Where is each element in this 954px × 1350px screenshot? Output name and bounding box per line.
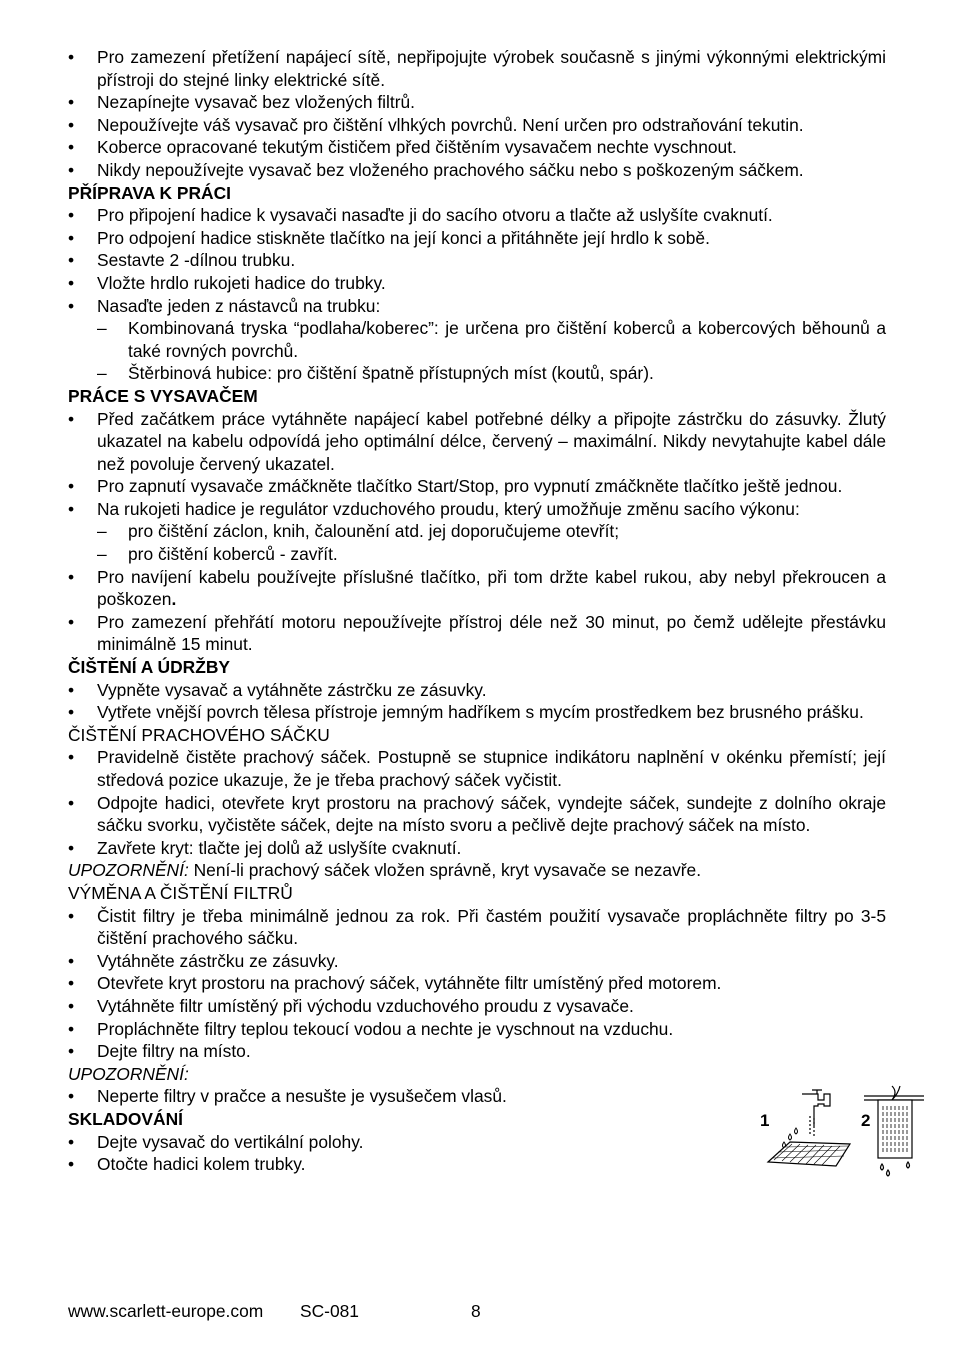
list-item: • Čistit filtry je třeba minimálně jednou za rok. Při častém použití vysavače propláchněte filtry po 3-5 čištění prachového sáčku. bbox=[68, 905, 886, 950]
section-heading-storage: SKLADOVÁNÍ bbox=[68, 1108, 183, 1129]
list-item: • Pro zapnutí vysavače zmáčkněte tlačítko Start/Stop, pro vypnutí zmáčkněte tlačítko ještě jednou. bbox=[68, 475, 886, 498]
section-heading-operation: PRÁCE S VYSAVAČEM bbox=[68, 385, 258, 406]
list-item: • Vložte hrdlo rukojeti hadice do trubky. bbox=[68, 272, 886, 295]
list-item: • Odpojte hadici, otevřete kryt prostoru na prachový sáček, vyndejte sáček, sundejte z dolního okraje sáčku svorku, vyčistěte sáček, dejte na místo svoru a pečlivě dejte prachový sáček na místo. bbox=[68, 792, 886, 837]
list-item: • Otevřete kryt prostoru na prachový sáček, vytáhněte filtr umístěný před motorem. bbox=[68, 972, 886, 995]
section-heading-cleaning: ČIŠTĚNÍ A ÚDRŽBY bbox=[68, 657, 230, 678]
sub-list-item: – pro čištění koberců - zavřít. bbox=[68, 543, 886, 566]
list-item: • Pro připojení hadice k vysavači nasaďte ji do sacího otvoru a tlačte až uslyšíte cvaknutí. bbox=[68, 204, 886, 227]
list-item: • Nikdy nepoužívejte vysavač bez vloženého prachového sáčku nebo s poškozeným sáčkem. bbox=[68, 159, 886, 182]
sub-list-item: – pro čištění záclon, knih, čalounění atd. jej doporučujeme otevřít; bbox=[68, 520, 886, 543]
list-item: • Propláchněte filtry teplou tekoucí vodou a nechte je vyschnout na vzduchu. bbox=[68, 1018, 886, 1041]
list-item: • Sestavte 2 -dílnou trubku. bbox=[68, 249, 886, 272]
list-item: • Pro odpojení hadice stiskněte tlačítko na její konci a přitáhněte její hrdlo k sobě. bbox=[68, 227, 886, 250]
sub-list-item: – Kombinovaná tryska “podlaha/koberec”: je určena pro čištění koberců a kobercových běhounů a také rovných povrchů. bbox=[68, 317, 886, 362]
list-item: • Vypněte vysavač a vytáhněte zástrčku ze zásuvky. bbox=[68, 679, 886, 702]
filter-cleaning-illustration bbox=[760, 1082, 930, 1182]
list-item: • Na rukojeti hadice je regulátor vzduchového proudu, který umožňuje změnu sacího výkonu: bbox=[68, 498, 886, 521]
list-item: • Pravidelně čistěte prachový sáček. Postupně se stupnice indikátoru naplnění v okénku přemístí; její středová pozice ukazuje, že je třeba prachový sáček vyčistit. bbox=[68, 746, 886, 791]
figure-label-1: 1 bbox=[760, 1111, 770, 1130]
manual-page-body bbox=[68, 46, 886, 1176]
list-item: • Vytřete vnější povrch tělesa přístroje jemným hadříkem s mycím prostředkem bez brusného prášku. bbox=[68, 701, 886, 724]
list-item: • Pro zamezení přehřátí motoru nepoužívejte přístroj déle než 30 minut, po čemž udělejte přestávku minimálně 15 minut. bbox=[68, 611, 886, 656]
warning-note bbox=[68, 859, 886, 882]
list-item: • Vytáhněte filtr umístěný při východu vzduchového proudu z vysavače. bbox=[68, 995, 886, 1018]
list-item: • Vytáhněte zástrčku ze zásuvky. bbox=[68, 950, 886, 973]
footer-model: SC-081 bbox=[300, 1301, 359, 1321]
sub-list-item: – Štěrbinová hubice: pro čištění špatně přístupných míst (koutů, spár). bbox=[68, 362, 886, 385]
list-item: • Před začátkem práce vytáhněte napájecí kabel potřebné délky a připojte zástrčku do zásuvky. Žlutý ukazatel na kabelu odpovídá jeho optimální délce, červený – maximální. Nikdy nevytahujte kabel dále než povoluje červený ukazatel. bbox=[68, 408, 886, 476]
figure-label-2: 2 bbox=[861, 1111, 871, 1130]
list-item: • Koberce opracované tekutým čističem před čištěním vysavačem nechte vyschnout. bbox=[68, 136, 886, 159]
footer-website: www.scarlett-europe.com bbox=[68, 1301, 264, 1321]
warning-text: Není-li prachový sáček vložen správně, kryt vysavače se nezavře. bbox=[188, 860, 702, 881]
section-heading-preparation: PŘÍPRAVA K PRÁCI bbox=[68, 182, 231, 203]
page-number: 8 bbox=[471, 1301, 481, 1321]
list-item: • Otočte hadici kolem trubky. bbox=[68, 1153, 886, 1176]
faucet-icon bbox=[802, 1090, 830, 1136]
warning-label: UPOZORNĚNÍ: bbox=[68, 1063, 189, 1084]
hanging-filter-icon bbox=[864, 1086, 924, 1176]
list-item: • Pro zamezení přetížení napájecí sítě, nepřipojujte výrobek současně s jinými výkonnými elektrickými přístroji do stejné linky elektrické sítě. bbox=[68, 46, 886, 91]
list-item: • Zavřete kryt: tlačte jej dolů až uslyšíte cvaknutí. bbox=[68, 837, 886, 860]
list-item bbox=[68, 566, 886, 611]
list-item: • Neperte filtry v pračce a nesušte je vysušečem vlasů. bbox=[68, 1085, 886, 1108]
list-item: • Nezapínejte vysavač bez vložených filtrů. bbox=[68, 91, 886, 114]
subsection-heading-filters: VÝMĚNA A ČIŠTĚNÍ FILTRŮ bbox=[68, 882, 293, 903]
warning-label: UPOZORNĚNÍ: bbox=[68, 860, 189, 881]
list-item: • Nasaďte jeden z nástavců na trubku: bbox=[68, 295, 886, 318]
list-item-text: Pro navíjení kabelu používejte příslušné tlačítko, při tom držte kabel rukou, aby nebyl překroucen a poškozen bbox=[97, 566, 886, 610]
list-item: • Dejte filtry na místo. bbox=[68, 1040, 886, 1063]
list-item-period: . bbox=[171, 589, 177, 610]
subsection-heading-dust-bag: ČIŠTĚNÍ PRACHOVÉHO SÁČKU bbox=[68, 724, 330, 745]
filter-sheet-icon bbox=[768, 1142, 850, 1166]
list-item: • Nepoužívejte váš vysavač pro čištění vlhkých povrchů. Není určen pro odstraňování tekutin. bbox=[68, 114, 886, 137]
list-item: • Dejte vysavač do vertikální polohy. bbox=[68, 1131, 886, 1154]
